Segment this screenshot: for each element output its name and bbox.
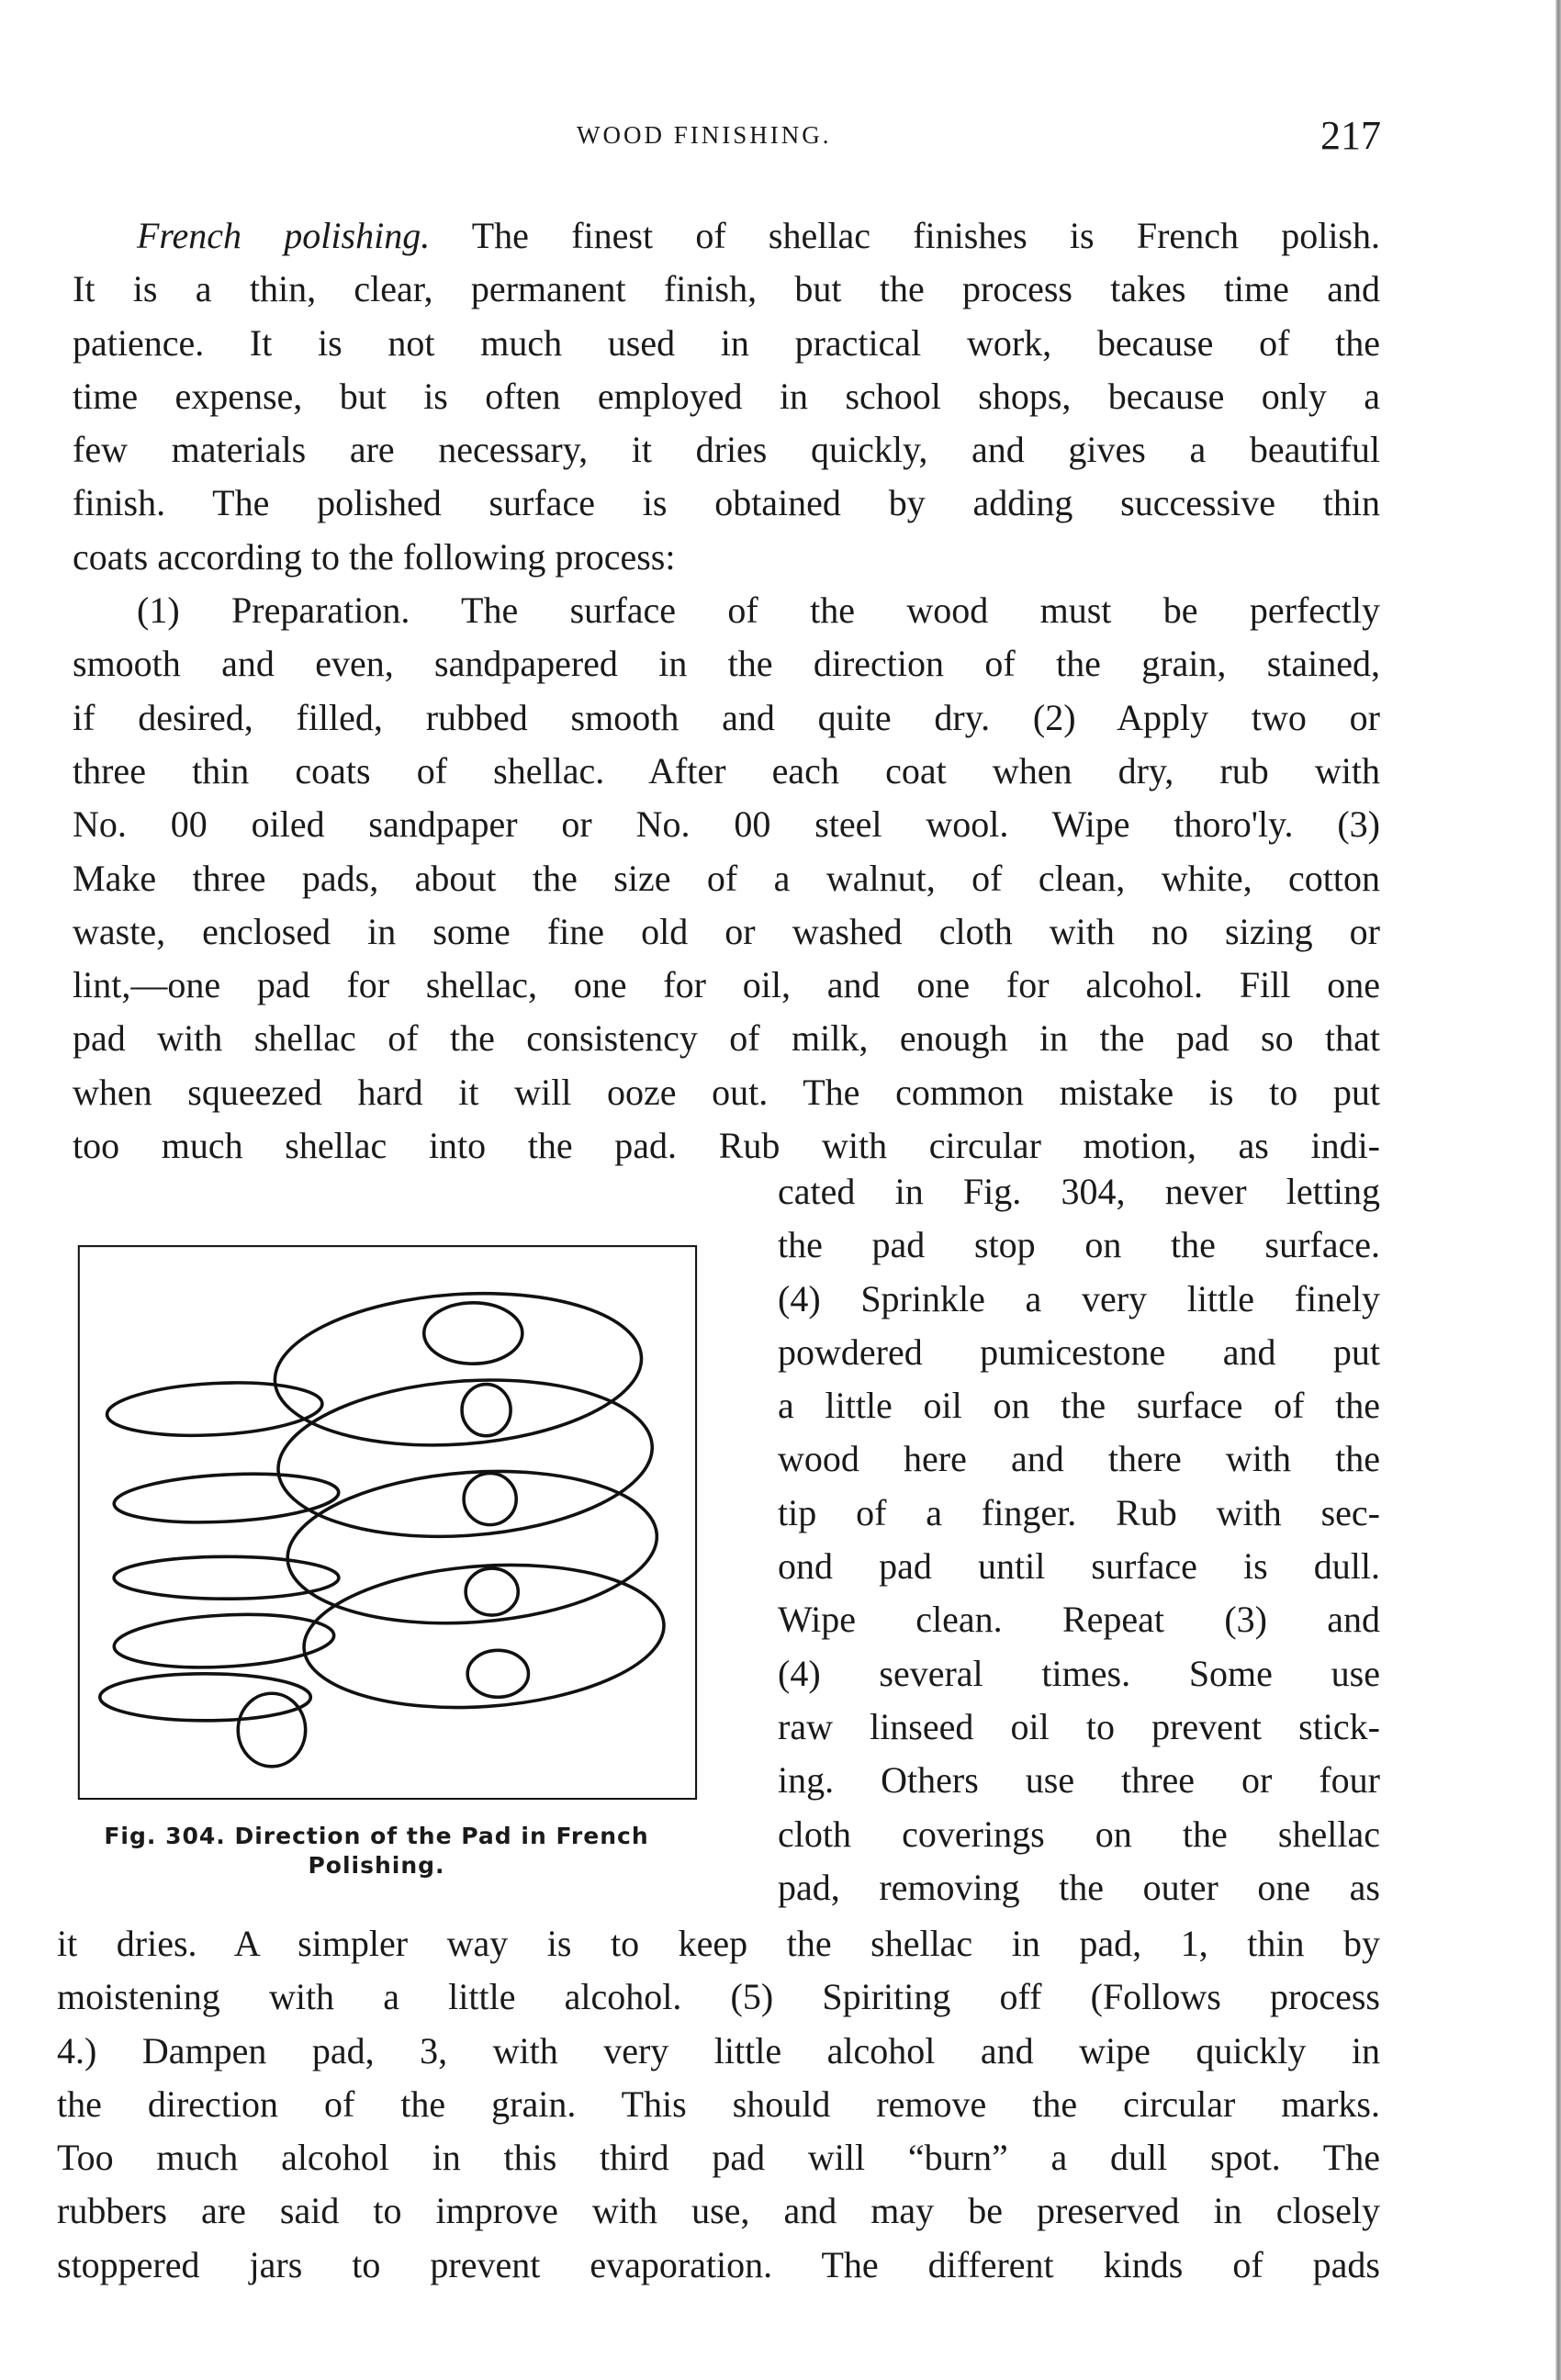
loop-left [113,1610,335,1673]
text-line: Make three pads, about the size of a walnut, of clean, white, cotton [73,857,1380,899]
text-line: waste, enclosed in some fine old or washed cloth with no sizing or [73,910,1380,952]
loop-left [100,1674,311,1721]
figure-caption-line-2: Polishing. [308,1852,445,1879]
text-line: It is a thin, clear, permanent finish, but the process takes time and [73,268,1380,310]
body-text-bottom [57,1917,1380,2292]
loop-small [462,1385,511,1436]
text-line: tip of a finger. Rub with sec- [778,1491,1380,1533]
text-line: cloth coverings on the shellac [778,1813,1380,1855]
text-line: ing. Others use three or four [778,1759,1380,1802]
text-line: stoppered jars to prevent evaporation. The different kinds of pads [57,2243,1380,2285]
text-span: The finest of shellac finishes is French polish. [430,215,1381,256]
loop-large [270,1282,646,1457]
body-text-right-column [778,1165,1380,1914]
section-heading: French polishing. [137,215,431,256]
text-line: coats according to the following process: [73,535,676,578]
text-line: Too much alcohol in this third pad will “burn” a dull spot. The [57,2137,1380,2179]
text-line: wood here and there with the [778,1438,1380,1480]
text-line: the pad stop on the surface. [778,1224,1380,1266]
figure-caption-line-1: Fig. 304. Direction of the Pad in French [104,1823,649,1849]
loop-small [238,1693,305,1767]
loop-small [424,1303,522,1364]
text-line: lint,—one pad for shellac, one for oil, and one for alcohol. Fill one [73,964,1380,1006]
text-line: if desired, filled, rubbed smooth and quite dry. (2) Apply two or [73,696,1380,738]
text-line: rubbers are said to improve with use, and may be preserved in closely [57,2190,1380,2232]
text-line: too much shellac into the pad. Rub with circular motion, as indi- [73,1125,1380,1167]
page-number: 217 [1320,113,1381,158]
loop-small [464,1474,516,1525]
text-line: pad with shellac of the consistency of milk, enough in the pad so that [73,1017,1380,1060]
text-line: the direction of the grain. This should remove the circular marks. [57,2082,1380,2125]
body-text-top [73,209,1380,1173]
running-title: WOOD FINISHING. [577,121,832,149]
text-line: moistening with a little alcohol. (5) Spiriting off (Follows process [57,1976,1380,2018]
text-line: cated in Fig. 304, never letting [778,1171,1380,1212]
figure-pad-direction-illustration [46,1194,780,1892]
text-line: it dries. A simpler way is to keep the shellac in pad, 1, thin by [57,1923,1380,1964]
text-line: time expense, but is often employed in school shops, because only a [73,375,1380,417]
text-line: few materials are necessary, it dries quickly, and gives a beautiful [73,429,1380,471]
text-line [73,209,1380,263]
text-line: three thin coats of shellac. After each coat when dry, rub with [73,749,1380,791]
loop-small [466,1568,518,1615]
text-line: pad, removing the outer one as [778,1866,1380,1908]
text-line: patience. It is not much used in practical work, because of the [73,321,1380,364]
loop-small [467,1650,528,1697]
text-line: powdered pumicestone and put [778,1330,1380,1373]
scan-page-edge [1555,0,1561,2380]
loop-left [113,1469,340,1528]
text-line: raw linseed oil to prevent stick- [778,1705,1380,1747]
text-line: No. 00 oiled sandpaper or No. 00 steel wool. Wipe thoro'ly. (3) [73,803,1380,846]
text-line: when squeezed hard it will ooze out. The common mistake is to put [73,1071,1380,1113]
text-line: (4) several times. Some use [778,1652,1380,1694]
text-line: ond pad until surface is dull. [778,1545,1380,1588]
text-line: Wipe clean. Repeat (3) and [778,1599,1380,1641]
text-line: smooth and even, sandpapered in the direction of the grain, stained, [73,643,1380,685]
text-line: (1) Preparation. The surface of the wood must be perfectly [137,589,1380,632]
loop-left [114,1556,339,1599]
text-line: finish. The polished surface is obtained by adding successive thin [73,482,1380,524]
text-line: (4) Sprinkle a very little finely [778,1277,1380,1319]
text-line: a little oil on the surface of the [778,1385,1380,1427]
text-line: 4.) Dampen pad, 3, with very little alcohol and wipe quickly in [57,2029,1380,2071]
